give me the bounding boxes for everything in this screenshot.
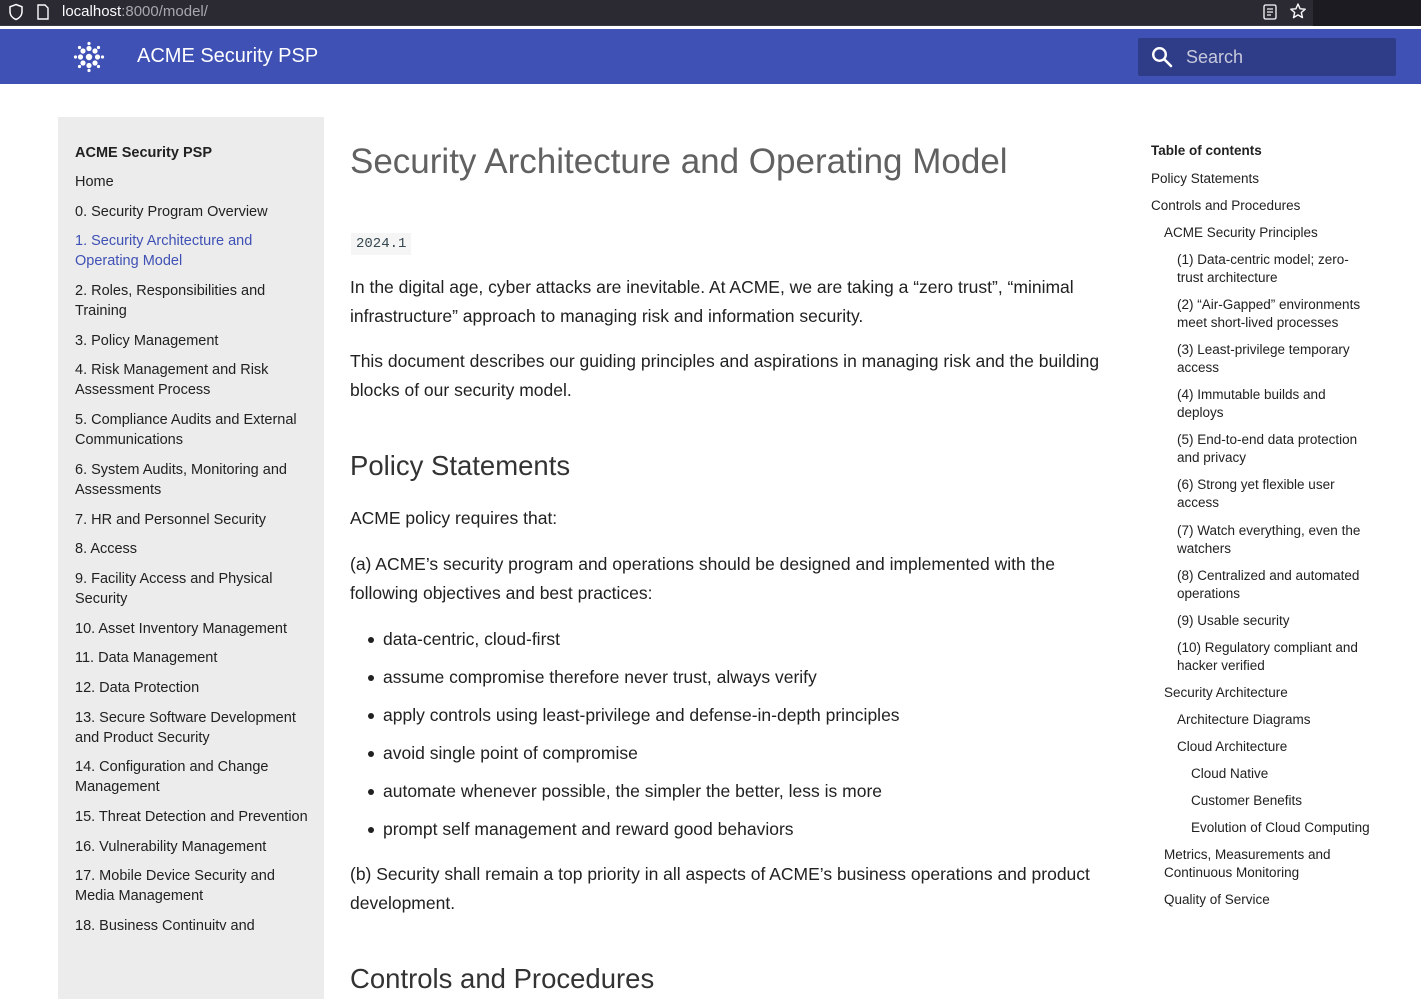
url-host: localhost — [62, 3, 122, 20]
nav-item[interactable]: 6. System Audits, Monitoring and Assessments — [75, 461, 287, 498]
version-badge: 2024.1 — [351, 233, 411, 255]
nav-item[interactable]: 13. Secure Software Development and Product Security — [75, 709, 296, 746]
search-icon — [1151, 46, 1173, 68]
nav-item[interactable]: 1. Security Architecture and Operating Model — [75, 233, 253, 270]
list-item: avoid single point of compromise — [368, 739, 900, 768]
list-item: assume compromise therefore never trust, always verify — [368, 663, 900, 692]
heading-policy-statements: Policy Statements — [350, 450, 571, 481]
toc-link[interactable]: (8) Centralized and automated operations — [1177, 568, 1360, 601]
nav-item[interactable]: 7. HR and Personnel Security — [75, 511, 267, 528]
nav-item[interactable]: 9. Facility Access and Physical Security — [75, 570, 273, 607]
nav-item[interactable]: 0. Security Program Overview — [75, 203, 268, 220]
browser-address-bar — [0, 0, 1313, 26]
left-navigation — [58, 117, 324, 999]
nav-title: ACME Security PSP — [75, 145, 212, 161]
nav-item[interactable]: 3. Policy Management — [75, 332, 219, 349]
toc-link[interactable]: Metrics, Measurements and Continuous Monitoring — [1164, 847, 1331, 880]
toc-link[interactable]: ACME Security Principles — [1164, 225, 1318, 240]
heading-controls-procedures: Controls and Procedures — [350, 963, 655, 994]
objectives-list — [368, 625, 900, 853]
policy-clause-a: (a) ACME’s security program and operations should be designed and implemented with the following objectives and best practices: — [350, 554, 1055, 603]
page-icon — [36, 3, 50, 21]
toc-link[interactable]: (1) Data-centric model; zero-trust architecture — [1177, 252, 1349, 285]
reader-view-icon[interactable] — [1262, 3, 1278, 21]
list-item: apply controls using least-privilege and defense-in-depth principles — [368, 701, 900, 730]
nav-item[interactable]: 17. Mobile Device Security and Media Management — [75, 868, 275, 905]
list-item: data-centric, cloud-first — [368, 625, 900, 654]
toc-link[interactable]: (5) End-to-end data protection and privacy — [1177, 432, 1358, 465]
search-box[interactable] — [1138, 38, 1396, 76]
shield-icon[interactable] — [8, 3, 24, 21]
toc-link[interactable]: Architecture Diagrams — [1177, 712, 1311, 727]
url-path: :8000/model/ — [121, 3, 208, 20]
browser-toolbar-area — [1313, 0, 1421, 26]
logo-icon[interactable] — [73, 41, 105, 73]
nav-list — [75, 172, 311, 946]
bookmark-star-icon[interactable] — [1289, 2, 1307, 21]
site-header — [0, 29, 1421, 84]
nav-item[interactable]: 18. Business Continuitv and — [75, 918, 255, 935]
toc-link[interactable]: Evolution of Cloud Computing — [1191, 820, 1370, 835]
nav-item[interactable]: Home — [75, 174, 114, 190]
intro-paragraph-2: This document describes our guiding principles and aspirations in managing risk and the building blocks of our security model. — [350, 351, 1100, 400]
site-title[interactable]: ACME Security PSP — [137, 45, 319, 67]
toc-link[interactable]: (10) Regulatory compliant and hacker verified — [1177, 640, 1358, 673]
policy-clause-b: (b) Security shall remain a top priority in all aspects of ACME’s business operations and product development. — [350, 864, 1090, 913]
list-item: prompt self management and reward good behaviors — [368, 815, 900, 844]
toc-link[interactable]: (6) Strong yet flexible user access — [1177, 477, 1335, 510]
toc-link[interactable]: (4) Immutable builds and deploys — [1177, 387, 1326, 420]
nav-item[interactable]: 4. Risk Management and Risk Assessment Process — [75, 362, 269, 399]
toc-link[interactable]: Controls and Procedures — [1151, 198, 1301, 213]
toc-title: Table of contents — [1151, 143, 1262, 158]
nav-item[interactable]: 14. Configuration and Change Management — [75, 759, 269, 796]
toc-link[interactable]: Customer Benefits — [1191, 793, 1303, 808]
policy-lead: ACME policy requires that: — [350, 508, 558, 528]
nav-item[interactable]: 16. Vulnerability Management — [75, 838, 267, 855]
nav-item[interactable]: 11. Data Management — [75, 650, 218, 667]
nav-item[interactable]: 10. Asset Inventory Management — [75, 620, 287, 637]
toc-link[interactable]: (2) “Air-Gapped” environments meet short-lived processes — [1177, 297, 1361, 330]
toc-link[interactable]: (3) Least-privilege temporary access — [1177, 342, 1350, 375]
nav-item[interactable]: 5. Compliance Audits and External Communications — [75, 412, 297, 449]
nav-item[interactable]: 8. Access — [75, 541, 138, 558]
toc-link[interactable]: (9) Usable security — [1177, 613, 1290, 628]
nav-item[interactable]: 15. Threat Detection and Prevention — [75, 809, 308, 825]
toc-link[interactable]: (7) Watch everything, even the watchers — [1177, 523, 1361, 556]
toc-link[interactable]: Cloud Architecture — [1177, 739, 1288, 754]
page-title: Security Architecture and Operating Model — [350, 142, 1008, 181]
url-field[interactable] — [62, 3, 208, 20]
nav-item[interactable]: 12. Data Protection — [75, 679, 200, 696]
toc-link[interactable]: Policy Statements — [1151, 171, 1260, 186]
list-item: automate whenever possible, the simpler the better, less is more — [368, 777, 900, 806]
search-input[interactable] — [1186, 38, 1386, 76]
toc-link[interactable]: Cloud Native — [1191, 766, 1269, 781]
nav-item[interactable]: 2. Roles, Responsibilities and Training — [75, 283, 266, 320]
toc-link[interactable]: Quality of Service — [1164, 892, 1270, 907]
toc-link[interactable]: Security Architecture — [1164, 685, 1288, 700]
intro-paragraph-1: In the digital age, cyber attacks are inevitable. At ACME, we are taking a “zero trust”, “minimal infrastructure” approach to managing risk and information security. — [350, 277, 1074, 326]
